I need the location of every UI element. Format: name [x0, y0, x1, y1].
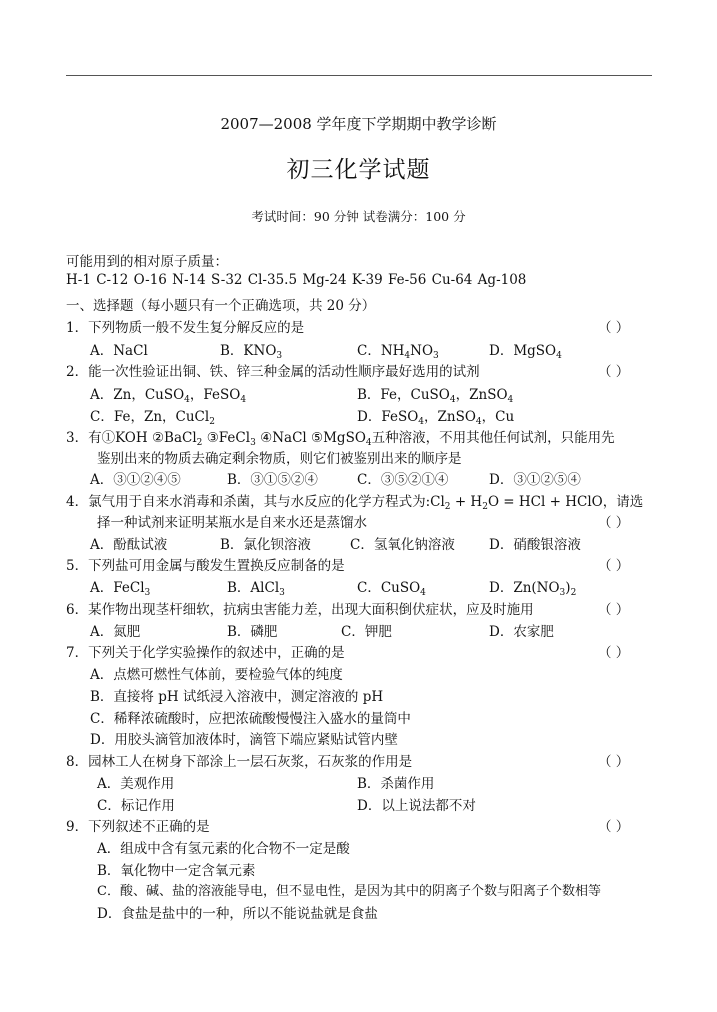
answer-blank: （ ） [598, 754, 630, 770]
answer-blank: （ ） [598, 558, 630, 574]
question-8-stem: 8．园林工人在树身下部涂上一层石灰浆，石灰浆的作用是 [66, 754, 413, 770]
q3-option-a: A．③①②④⑤ [90, 472, 181, 488]
q9-option-a: A．组成中含有氢元素的化合物不一定是酸 [97, 841, 350, 857]
q5-option-c: C．CuSO$_4$ [357, 580, 426, 598]
q6-option-b: B．磷肥 [227, 624, 278, 640]
q8-option-c: C．标记作用 [97, 798, 175, 814]
question-4-stem-line2: 择一种试剂来证明某瓶水是自来水还是蒸馏水 [97, 515, 367, 531]
page-title: 初三化学试题 [286, 157, 431, 183]
q7-option-a: A．点燃可燃性气体前，要检验气体的纯度 [90, 667, 343, 683]
q2-option-d: D．FeSO$_4$，ZnSO$_4$，Cu [357, 409, 515, 427]
q2-option-c: C．Fe，Zn，CuCl$_2$ [90, 409, 215, 427]
question-3-stem: 3．有①KOH ②BaCl$_2$ ③FeCl$_3$ ④NaCl ⑤MgSO$_4$五种溶液，不用其他任何试剂，只能用先 [66, 430, 615, 448]
title-year: 2007—2008 学年度下学期期中教学诊断 [220, 115, 497, 133]
answer-blank: （ ） [598, 602, 630, 618]
question-9-stem: 9．下列叙述不正确的是 [66, 819, 210, 835]
answer-blank: （ ） [598, 320, 630, 336]
q1-option-b: B．$KNO_3$ [220, 343, 283, 361]
atomic-mass-list: H-1 C-12 O-16 N-14 S-32 Cl-35.5 Mg-24 K-39 Fe-56 Cu-64 Ag-108 [66, 272, 527, 288]
q4-option-a: A．酚酞试液 [90, 537, 168, 553]
q9-option-b: B．氧化物中一定含氧元素 [97, 863, 256, 879]
question-7-stem: 7．下列关于化学实验操作的叙述中，正确的是 [66, 645, 345, 661]
question-6-stem: 6．某作物出现茎杆细软，抗病虫害能力差，出现大面积倒伏症状，应及时施用 [66, 602, 534, 618]
q9-option-d: D．食盐是盐中的一种，所以不能说盐就是食盐 [97, 906, 378, 922]
q2-option-b: B．Fe，CuSO$_4$，ZnSO$_4$ [357, 387, 514, 405]
q4-option-d: D．硝酸银溶液 [489, 537, 581, 553]
q3-option-b: B．③①⑤②④ [227, 472, 318, 488]
q3-option-d: D．③①②⑤④ [489, 472, 581, 488]
q6-option-a: A．氮肥 [90, 624, 141, 640]
header-rule [66, 75, 652, 76]
q4-option-c: C．氢氧化钠溶液 [350, 537, 455, 553]
q4-option-b: B．氯化钡溶液 [220, 537, 311, 553]
q1-option-a: A．NaCl [90, 343, 148, 359]
q5-option-b: B．AlCl$_3$ [227, 580, 285, 598]
q7-option-d: D．用胶头滴管加液体时，滴管下端应紧贴试管内壁 [90, 732, 398, 748]
q9-option-c: C．酸、碱、盐的溶液能导电，但不显电性，是因为其中的阴离子个数与阳离子个数相等 [97, 884, 601, 899]
question-3-stem-line2: 鉴别出来的物质去确定剩余物质，则它们被鉴别出来的顺序是 [97, 451, 462, 467]
q6-option-d: D．农家肥 [489, 624, 554, 640]
atomic-mass-label: 可能用到的相对原子质量： [66, 254, 228, 270]
answer-blank: （ ） [598, 645, 630, 661]
q5-option-d: D．$Zn(NO_3)_2$ [489, 580, 577, 598]
q1-option-d: D．MgSO$_4$ [489, 343, 562, 361]
question-1-stem: 1．下列物质一般不发生复分解反应的是 [66, 320, 305, 336]
q1-option-c: C．$NH_4NO_3$ [357, 343, 439, 361]
q7-option-b: B．直接将 pH 试纸浸入溶液中，测定溶液的 pH [90, 689, 384, 705]
answer-blank: （ ） [598, 364, 630, 380]
q2-option-a: A．Zn，CuSO$_4$，FeSO$_4$ [90, 387, 247, 405]
question-4-stem: 4．氯气用于自来水消毒和杀菌，其与水反应的化学方程式为$:Cl_2 + H_2O$ = HCl + HClO，请选 [66, 494, 644, 512]
question-5-stem: 5．下列盐可用金属与酸发生置换反应制备的是 [66, 558, 345, 574]
section-title: 一、选择题（每小题只有一个正确选项，共 20 分） [66, 298, 376, 314]
q6-option-c: C．钾肥 [341, 624, 392, 640]
q8-option-b: B．杀菌作用 [357, 776, 435, 792]
q3-option-c: C．③⑤②①④ [357, 472, 449, 488]
answer-blank: （ ） [598, 515, 630, 531]
q8-option-d: D．以上说法都不对 [357, 798, 476, 814]
answer-blank: （ ） [598, 819, 630, 835]
exam-info: 考试时间：90 分钟 试卷满分：100 分 [251, 209, 466, 224]
question-2-stem: 2．能一次性验证出铜、铁、锌三种金属的活动性顺序最好选用的试剂 [66, 364, 480, 380]
q5-option-a: A．FeCl$_3$ [90, 580, 151, 598]
q8-option-a: A．美观作用 [97, 776, 175, 792]
q7-option-c: C．稀释浓硫酸时，应把浓硫酸慢慢注入盛水的量筒中 [90, 711, 411, 727]
